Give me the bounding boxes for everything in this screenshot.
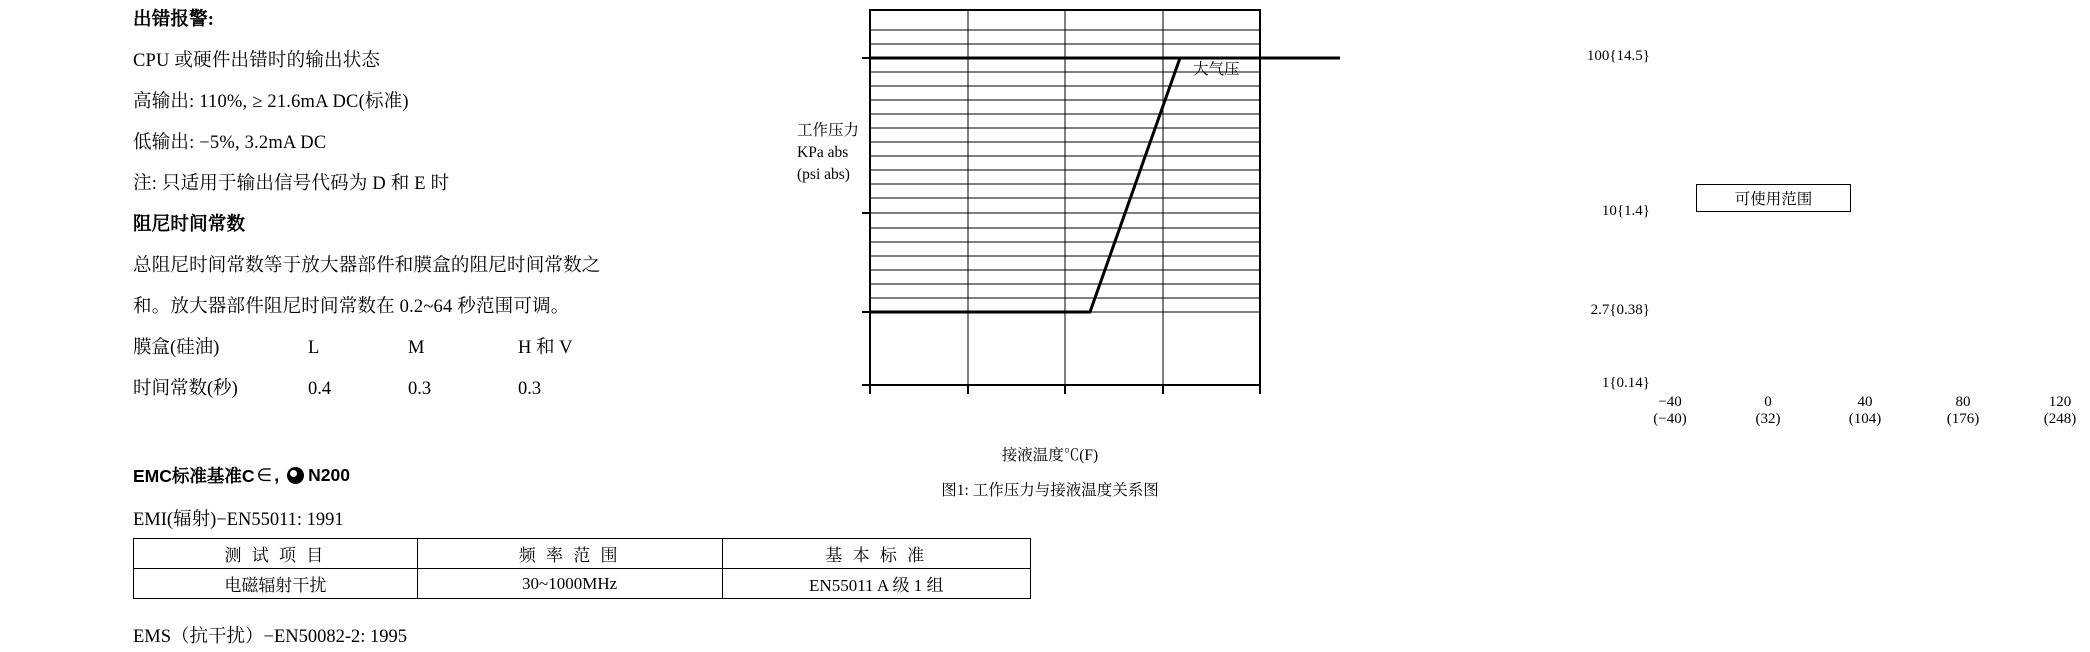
error-alarm-line-3: 低输出: −5%, 3.2mA DC	[133, 133, 327, 153]
c-tick-icon	[287, 467, 304, 484]
y-tick-label-2: 2.7{0.38}	[1590, 302, 1650, 318]
damping-row2-cell-3: 0.3	[518, 379, 542, 399]
atmospheric-pressure-label: 大气压	[1193, 61, 1240, 78]
damping-row2-cell-1: 0.4	[308, 379, 332, 399]
chart-y-ticks	[862, 58, 870, 385]
x-tick-0-fahrenheit: (−40)	[1653, 411, 1687, 427]
damping-line-2: 和。放大器部件阻尼时间常数在 0.2~64 秒范围可调。	[133, 297, 570, 317]
n200-mark	[287, 465, 350, 486]
x-tick-0-celsius: −40	[1658, 394, 1682, 410]
x-tick-label-4	[2030, 394, 2090, 428]
damping-line-1: 总阻尼时间常数等于放大器部件和膜盒的阻尼时间常数之	[133, 256, 601, 276]
usable-range-label: 可使用范围	[1734, 191, 1813, 208]
x-tick-2-fahrenheit: (104)	[1848, 411, 1882, 427]
error-alarm-line-4: 注: 只适用于输出信号代码为 D 和 E 时	[133, 174, 450, 194]
y-tick-label-1: 10{1.4}	[1601, 203, 1650, 219]
error-alarm-heading: 出错报警:	[133, 10, 215, 30]
chart-x-tick-labels	[1580, 386, 2077, 436]
emi-standard-line: EMI(辐射)−EN55011: 1991	[133, 510, 344, 530]
x-tick-label-2	[1835, 394, 1895, 428]
y-tick-label-0: 100{14.5}	[1586, 48, 1650, 64]
x-tick-label-3	[1933, 394, 1993, 428]
emc-heading-text: EMC标准基准C	[133, 466, 255, 486]
left-text-column	[133, 0, 773, 410]
damping-heading: 阻尼时间常数	[133, 215, 246, 235]
table-cell-basic-standard: EN55011 A 级 1 组	[722, 569, 1031, 599]
x-tick-label-0	[1640, 394, 1700, 428]
chart-svg	[780, 0, 1380, 440]
damping-table-row-values	[133, 369, 773, 410]
damping-row2-cell-0: 时间常数(秒)	[133, 379, 238, 399]
x-tick-3-celsius: 80	[1955, 394, 1971, 410]
damping-row1-cell-3: H 和 V	[518, 338, 573, 358]
y-axis-title-line-0: 工作压力	[797, 122, 860, 139]
x-tick-label-1	[1738, 394, 1798, 428]
table-header-row	[134, 539, 1031, 569]
y-axis-title-line-2: (psi abs)	[797, 166, 850, 183]
x-tick-1-fahrenheit: (32)	[1755, 411, 1781, 427]
pressure-temperature-chart	[780, 0, 2077, 510]
table-header-frequency-range: 频 率 范 围	[417, 539, 722, 569]
table-header-test-item: 测 试 项 目	[134, 539, 418, 569]
damping-table-row-header	[133, 328, 773, 369]
y-axis-title-line-1: KPa abs	[797, 144, 849, 161]
x-tick-4-celsius: 120	[2048, 394, 2072, 410]
emc-heading-comma: ,	[274, 465, 280, 485]
damping-row2-cell-2: 0.3	[408, 379, 432, 399]
error-alarm-line-2: 高输出: 110%, ≥ 21.6mA DC(标准)	[133, 92, 409, 112]
error-alarm-line-1: CPU 或硬件出错时的输出状态	[133, 51, 381, 71]
usable-range-box	[1696, 184, 1851, 212]
chart-y-axis-title	[797, 120, 859, 186]
table-row	[134, 569, 1031, 599]
x-tick-2-celsius: 40	[1857, 394, 1873, 410]
chart-x-ticks	[870, 385, 1260, 394]
x-tick-3-fahrenheit: (176)	[1946, 411, 1980, 427]
n200-label: N200	[308, 465, 350, 485]
damping-row1-cell-1: L	[308, 338, 320, 358]
ce-mark-symbol: ∈	[256, 465, 273, 485]
x-tick-4-fahrenheit: (248)	[2043, 411, 2077, 427]
table-cell-test-item: 电磁辐射干扰	[134, 569, 418, 599]
table-cell-frequency-range: 30~1000MHz	[417, 569, 722, 599]
chart-y-tick-labels	[1575, 0, 1650, 400]
emc-table	[133, 538, 1031, 599]
chart-x-axis-title: 接液温度℃(F)	[1001, 447, 1099, 464]
table-header-basic-standard: 基 本 标 准	[722, 539, 1031, 569]
ems-standard-line: EMS（抗干扰）−EN50082-2: 1995	[133, 627, 408, 647]
chart-figure-caption: 图1: 工作压力与接液温度关系图	[941, 482, 1159, 499]
x-tick-1-celsius: 0	[1764, 394, 1772, 410]
damping-row1-cell-0: 膜盒(硅油)	[133, 338, 220, 358]
emc-standard-heading	[133, 463, 350, 488]
damping-row1-cell-2: M	[408, 338, 425, 358]
y-tick-label-3: 1{0.14}	[1601, 375, 1650, 391]
